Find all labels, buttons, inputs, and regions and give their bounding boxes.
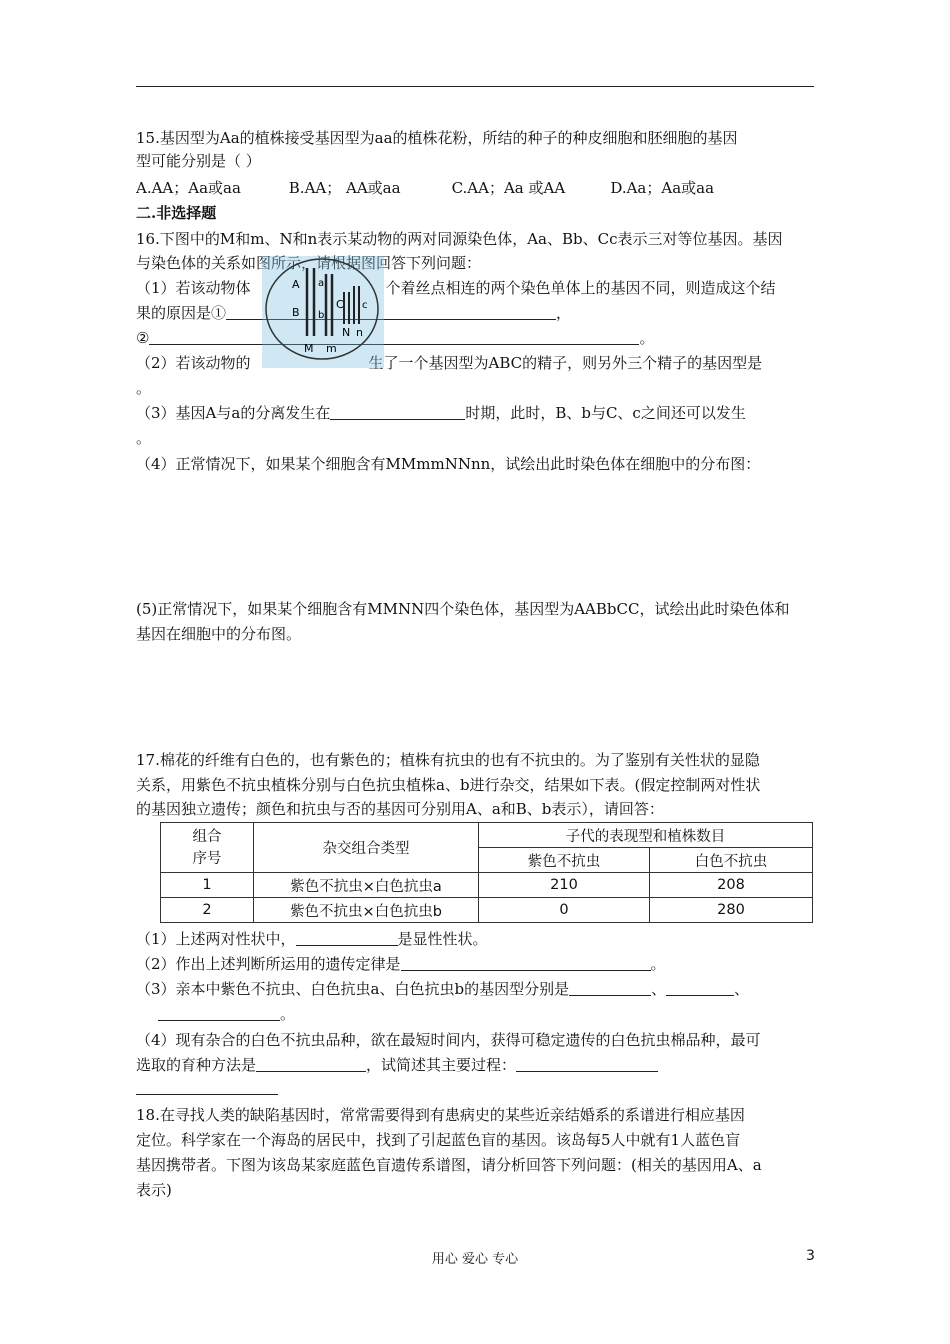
q17-sub1-text-b: 是显性性状。 — [397, 930, 488, 948]
q17-sub3-text-c: 、 — [734, 980, 750, 998]
q16-part1-line1 — [136, 277, 816, 299]
gene-label-B: B — [292, 306, 300, 319]
q18-stem-line2: 定位。科学家在一个海岛的居民中，找到了引起蓝色盲的基因。该岛每5人中就有1人蓝色盲 — [136, 1131, 741, 1149]
q16-part1-text-f: 。 — [639, 329, 655, 347]
q16-stem-line1: 16.下图中的M和m、N和n表示某动物的两对同源染色体，Aa、Bb、Cc表示三对等位基因。基因 — [136, 230, 783, 248]
answer-blank[interactable] — [569, 979, 651, 996]
table-header-type: 杂交组合类型 — [254, 823, 479, 873]
chromosome-label-M: M — [304, 342, 314, 355]
q15-stem-line2: 型可能分别是（ ） — [136, 152, 261, 170]
q17-sub3-line2 — [136, 1003, 816, 1025]
q16-part1-text-a: （1）若该动物体 — [136, 279, 251, 297]
q16-part1-text-d: ， — [556, 304, 572, 322]
chromosome-label-n: n — [356, 326, 363, 339]
q17-sub4-line1: （4）现有杂合的白色不抗虫品种，欲在最短时间内，获得可稳定遗传的白色抗虫棉品种，最可 — [136, 1031, 761, 1049]
gene-label-c: c — [362, 300, 368, 311]
section-title: 二.非选择题 — [136, 204, 217, 222]
table-header-purple: 紫色不抗虫 — [479, 848, 650, 873]
answer-blank[interactable] — [401, 954, 651, 971]
q16-part3-line1 — [136, 402, 816, 424]
q17-sub2-text-a: （2）作出上述判断所运用的遗传定律是 — [136, 955, 401, 973]
page-footer: 用心 爱心 专心 — [431, 1252, 519, 1267]
q16-part5-line1: (5)正常情况下，如果某个细胞含有MMNN四个染色体，基因型为AABbCC，试绘出此时染色体和 — [136, 600, 790, 618]
q16-part3-line2: 。 — [136, 429, 152, 447]
q16-part1-text-c: 果的原因是① — [136, 304, 227, 322]
q16-part1-text-e: ② — [136, 329, 150, 347]
q17-sub2 — [136, 953, 816, 975]
chromosome-label-m: m — [326, 342, 337, 355]
table-header-group-line2: 序号 — [192, 850, 222, 867]
q17-stem-line3: 的基因独立遗传；颜色和抗虫与否的基因可分别用A、a和B、b表示），请回答： — [136, 800, 664, 818]
table-header-offspring: 子代的表现型和植株数目 — [479, 823, 813, 848]
answer-blank[interactable] — [516, 1055, 658, 1072]
q15-stem-line1: 15.基因型为Aa的植株接受基因型为aa的植株花粉，所结的种子的种皮细胞和胚细胞的基因 — [136, 129, 738, 147]
q17-sub4-text-c: ，试简述其主要过程： — [366, 1056, 517, 1074]
q16-part1-line3 — [136, 327, 816, 349]
q16-part1-text-b: 个着丝点相连的两个染色单体上的基因不同，则造成这个结 — [385, 279, 776, 297]
q16-part3-text-b: 时期，此时，B、b与C、c之间还可以发生 — [465, 404, 746, 422]
q15-option-b: B.AA； AA或aa — [288, 179, 401, 197]
gene-label-a: a — [318, 278, 325, 289]
q17-sub1-text-a: （1）上述两对性状中， — [136, 930, 296, 948]
q17-stem-line1: 17.棉花的纤维有白色的，也有紫色的；植株有抗虫的也有不抗虫的。为了鉴别有关性状的显隐 — [136, 751, 760, 769]
gene-label-C: C — [336, 298, 344, 311]
table-cell: 紫色不抗虫×白色抗虫a — [254, 873, 479, 898]
q16-part2-text-a: （2）若该动物的 — [136, 354, 251, 372]
table-row — [161, 873, 813, 898]
q15-option-d: D.Aa；Aa或aa — [610, 179, 715, 197]
q15-option-c: C.AA；Aa 或AA — [451, 179, 566, 197]
chromosome-label-N: N — [342, 326, 351, 339]
answer-blank[interactable] — [158, 1004, 280, 1021]
q17-sub3-text-d: 。 — [280, 1005, 296, 1023]
table-cell: 2 — [161, 898, 254, 923]
table-cell: 210 — [479, 873, 650, 898]
table-row — [161, 898, 813, 923]
answer-blank[interactable] — [666, 979, 734, 996]
chromosome-diagram — [262, 256, 384, 368]
table-header-group — [161, 823, 254, 873]
q18-stem-line3: 基因携带者。下图为该岛某家庭蓝色盲遗传系谱图，请分析回答下列问题：(相关的基因用A、a — [136, 1156, 762, 1174]
answer-blank[interactable] — [330, 403, 465, 420]
answer-blank[interactable] — [296, 929, 398, 946]
q16-part2-line2: 。 — [136, 379, 152, 397]
q16-stem-line2: 与染色体的关系如图所示，请根据图回答下列问题： — [136, 254, 482, 272]
q16-part2-text-b: 生了一个基因型为ABC的精子，则另外三个精子的基因型是 — [368, 354, 763, 372]
q17-sub3-text-b: 、 — [651, 980, 667, 998]
q17-sub2-text-b: 。 — [650, 955, 666, 973]
q17-stem-line2: 关系，用紫色不抗虫植株分别与白色抗虫植株a、b进行杂交，结果如下表。(假定控制两对性状 — [136, 776, 761, 794]
q16-part1-line2 — [136, 302, 816, 324]
table-cell: 0 — [479, 898, 650, 923]
table-cell: 280 — [650, 898, 813, 923]
answer-blank[interactable] — [149, 328, 639, 345]
q18-stem-line1: 18.在寻找人类的缺陷基因时，常常需要得到有患病史的某些近亲结婚系的系谱进行相应基因 — [136, 1106, 745, 1124]
gene-label-b: b — [318, 310, 325, 321]
q16-part2-line1 — [136, 352, 816, 374]
q15-options — [136, 177, 816, 199]
table-cell: 1 — [161, 873, 254, 898]
header-rule — [136, 86, 814, 87]
q15-option-a: A.AA；Aa或aa — [136, 179, 241, 197]
q16-part3-text-a: （3）基因A与a的分离发生在 — [136, 404, 331, 422]
q17-sub1 — [136, 928, 816, 950]
table-cell: 紫色不抗虫×白色抗虫b — [254, 898, 479, 923]
gene-label-A: A — [292, 278, 300, 291]
q17-sub3-line1 — [136, 978, 816, 1000]
q17-sub4-text-b: 选取的育种方法是 — [136, 1056, 257, 1074]
page-number: 3 — [806, 1248, 815, 1264]
q16-part4: （4）正常情况下，如果某个细胞含有MMmmNNnn，试绘出此时染色体在细胞中的分布图： — [136, 455, 761, 473]
q17-sub4-line2 — [136, 1054, 816, 1076]
q16-part5-line2: 基因在细胞中的分布图。 — [136, 625, 302, 643]
table-header-group-line1: 组合 — [192, 828, 222, 845]
answer-line — [136, 1094, 278, 1095]
table-header-white: 白色不抗虫 — [650, 848, 813, 873]
q17-sub3-text-a: （3）亲本中紫色不抗虫、白色抗虫a、白色抗虫b的基因型分别是 — [136, 980, 570, 998]
cross-results-table — [160, 822, 813, 923]
table-cell: 208 — [650, 873, 813, 898]
q18-stem-line4: 表示) — [136, 1181, 172, 1199]
answer-blank[interactable] — [256, 1055, 366, 1072]
